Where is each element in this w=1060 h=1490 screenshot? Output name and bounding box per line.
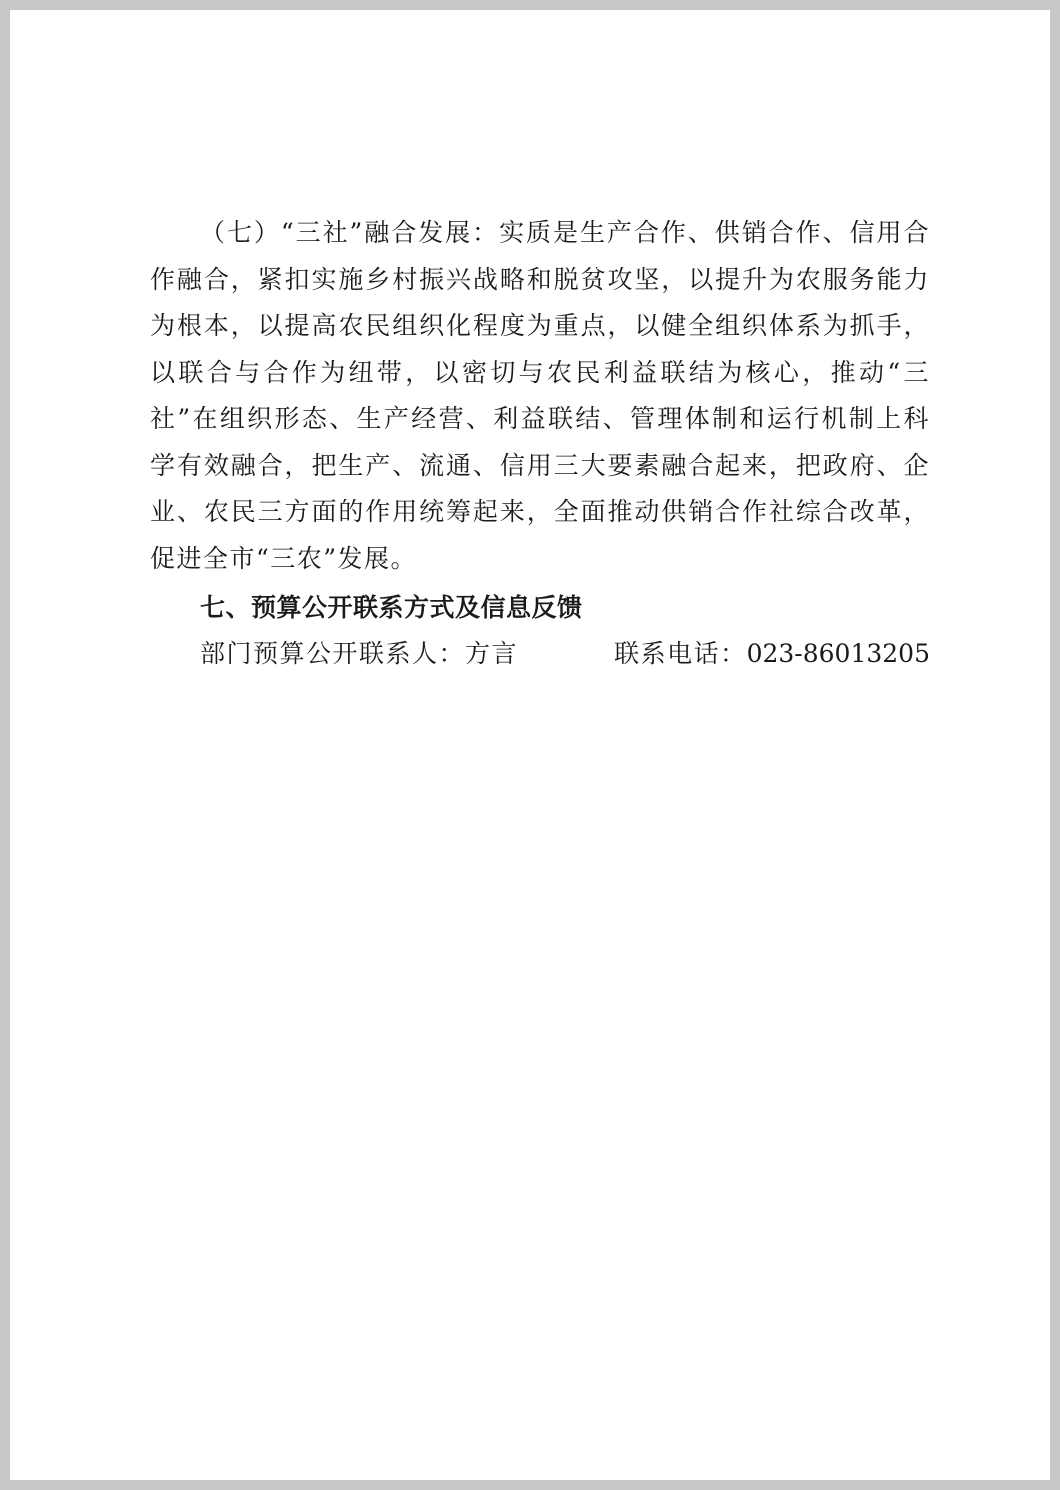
section-heading: 七、预算公开联系方式及信息反馈: [200, 593, 583, 622]
contact-phone-label: 联系电话：: [614, 639, 747, 668]
page-content: [150, 210, 930, 677]
contact-phone: [614, 631, 930, 677]
contact-person-name: 方言: [465, 639, 519, 668]
contact-phone-number: 023-86013205: [746, 639, 930, 668]
document-page: [10, 10, 1050, 1480]
contact-person-label: 部门预算公开联系人：: [200, 639, 466, 668]
contact-line: [150, 631, 930, 677]
body-paragraph: （七）“三社”融合发展：实质是生产合作、供销合作、信用合作融合，紧扣实施乡村振兴战略和脱贫攻坚，以提升为农服务能力为根本，以提高农民组织化程度为重点，以健全组织体系为抓手，以联合与合作为纽带，以密切与农民利益联结为核心，推动“三社”在组织形态、生产经营、利益联结、管理体制和运行机制上科学有效融合，把生产、流通、信用三大要素融合起来，把政府、企业、农民三方面的作用统筹起来，全面推动供销合作社综合改革，促进全市“三农”发展。: [150, 218, 930, 573]
contact-person: [200, 631, 518, 677]
